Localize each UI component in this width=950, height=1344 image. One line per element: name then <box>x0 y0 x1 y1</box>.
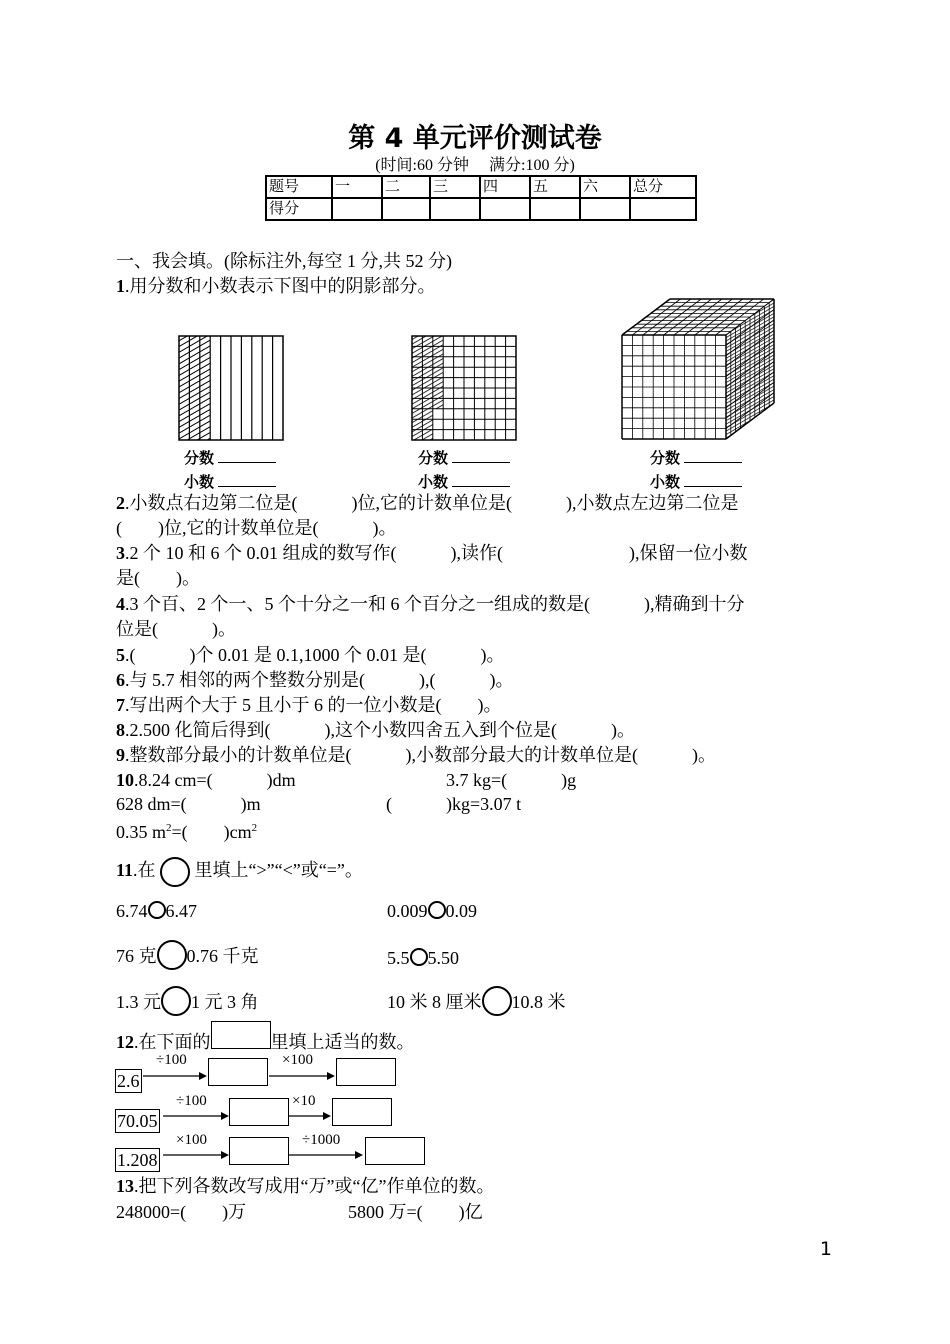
chain-operator: ÷1000 <box>302 1132 341 1148</box>
question-text: .( )个 0.01 是 0.1,1000 个 0.01 是( )。 <box>125 645 505 665</box>
compare-right: 0.76 千克 <box>186 946 259 966</box>
caption-fraction-2 <box>418 447 510 468</box>
compare-row-2a <box>116 940 259 972</box>
compare-left: 76 克 <box>116 946 157 966</box>
answer-box[interactable] <box>229 1098 289 1126</box>
score-table <box>265 175 697 221</box>
compare-circle[interactable] <box>410 948 428 966</box>
compare-row-1a <box>116 899 197 923</box>
answer-blank[interactable] <box>218 472 276 487</box>
answer-blank[interactable] <box>452 472 510 487</box>
compare-left: 5.5 <box>387 948 410 968</box>
chain-start-value: 2.6 <box>117 1071 140 1091</box>
answer-blank[interactable] <box>452 448 510 463</box>
question-text: .2.500 化简后得到( ),这个小数四舍五入到个位是( )。 <box>125 720 635 740</box>
answer-box[interactable] <box>365 1137 425 1165</box>
question-number: 3 <box>116 543 125 563</box>
caption-decimal-3 <box>650 471 742 492</box>
question-1 <box>116 275 436 297</box>
question-10-c: 628 dm=( )m <box>116 794 261 814</box>
score-header-cell: 二 <box>382 176 430 198</box>
score-input-cell[interactable] <box>580 198 630 220</box>
score-input-cell[interactable] <box>430 198 480 220</box>
question-10-d: ( )kg=3.07 t <box>386 794 522 814</box>
question-text: .在下面的 <box>134 1032 211 1052</box>
question-number: 11 <box>116 860 134 880</box>
question-text: =( )cm <box>171 822 252 842</box>
score-table-score-row <box>266 198 696 220</box>
page-title: 第 4 单元评价测试卷 <box>348 123 602 154</box>
score-header-cell: 总分 <box>630 176 696 198</box>
question-number: 9 <box>116 745 125 765</box>
arrow-icon <box>327 1072 335 1080</box>
question-2-cont: ( )位,它的计数单位是( )。 <box>116 518 397 538</box>
compare-row-2b <box>387 946 459 970</box>
arrow-icon <box>221 1151 229 1159</box>
score-header-cell: 五 <box>530 176 580 198</box>
answer-box[interactable] <box>332 1098 392 1126</box>
question-13-a: 248000=( )万 <box>116 1202 247 1222</box>
answer-blank[interactable] <box>684 448 742 463</box>
compare-row-1b <box>387 899 477 923</box>
figure-cube <box>619 295 775 441</box>
compare-right: 6.47 <box>165 901 197 921</box>
question-text: .2 个 10 和 6 个 0.01 组成的数写作( ),读作( ),保留一位小数 <box>125 543 748 563</box>
question-text: .整数部分最小的计数单位是( ),小数部分最大的计数单位是( )。 <box>125 745 716 765</box>
question-text: 0.35 m <box>116 822 167 842</box>
chain-start-value: 70.05 <box>117 1111 158 1131</box>
compare-right: 0.09 <box>445 901 477 921</box>
shaded-region <box>179 336 210 440</box>
compare-left: 1.3 元 <box>116 992 161 1012</box>
question-3-cont: 是( )。 <box>116 568 200 588</box>
chain-start-value: 1.208 <box>117 1150 158 1170</box>
question-number: 7 <box>116 695 125 715</box>
question-number: 12 <box>116 1032 134 1052</box>
compare-right: 1 元 3 角 <box>191 992 259 1012</box>
caption-label: 小数 <box>184 473 215 491</box>
question-8 <box>116 719 635 741</box>
compare-circle[interactable] <box>157 940 187 970</box>
caption-label: 小数 <box>650 473 681 491</box>
question-4-cont: 位是( )。 <box>116 619 236 639</box>
chain-operator: ÷100 <box>176 1093 207 1109</box>
caption-fraction-1 <box>184 447 276 468</box>
score-input-cell[interactable] <box>480 198 530 220</box>
answer-blank[interactable] <box>218 448 276 463</box>
score-input-cell[interactable] <box>332 198 382 220</box>
compare-row-3a <box>116 986 259 1018</box>
compare-row-3b <box>387 986 566 1018</box>
question-text: .小数点右边第二位是( )位,它的计数单位是( ),小数点左边第二位是 <box>125 493 739 513</box>
question-10-e <box>116 817 257 843</box>
question-7 <box>116 694 502 716</box>
score-table-header-row <box>266 176 696 198</box>
compare-circle[interactable] <box>161 986 191 1016</box>
score-header-cell: 六 <box>580 176 630 198</box>
answer-box[interactable] <box>208 1058 268 1086</box>
score-input-cell[interactable] <box>630 198 696 220</box>
answer-box[interactable] <box>229 1137 289 1165</box>
question-text: .用分数和小数表示下图中的阴影部分。 <box>125 276 436 296</box>
score-header-cell: 四 <box>480 176 530 198</box>
caption-label: 分数 <box>650 449 681 467</box>
answer-box[interactable] <box>336 1058 396 1086</box>
box-icon <box>211 1021 271 1049</box>
compare-left: 6.74 <box>116 901 148 921</box>
score-input-cell[interactable] <box>530 198 580 220</box>
caption-fraction-3 <box>650 447 742 468</box>
question-number: 2 <box>116 493 125 513</box>
figure-strips <box>178 335 284 441</box>
page-subtitle: (时间:60 分钟 满分:100 分) <box>375 157 575 174</box>
question-number: 13 <box>116 1176 134 1196</box>
question-10-b: 3.7 kg=( )g <box>446 770 577 790</box>
score-header-cell: 三 <box>430 176 480 198</box>
caption-decimal-1 <box>184 471 276 492</box>
question-4 <box>116 593 745 615</box>
circle-icon <box>160 857 190 887</box>
score-input-cell[interactable] <box>382 198 430 220</box>
superscript: 2 <box>166 822 172 834</box>
question-text: 里填上“>”“<”或“=”。 <box>194 860 363 880</box>
arrow-icon <box>355 1151 363 1159</box>
figure-grid <box>411 335 517 441</box>
arrow-icon <box>221 1112 229 1120</box>
score-header-cell: 一 <box>332 176 382 198</box>
section-heading: 一、我会填。(除标注外,每空 1 分,共 52 分) <box>116 251 452 271</box>
question-9 <box>116 744 716 766</box>
arrow-icon <box>323 1112 331 1120</box>
question-text: .在 <box>133 860 156 880</box>
compare-left: 0.009 <box>387 901 428 921</box>
question-number: 8 <box>116 720 125 740</box>
chain-operator: ×10 <box>292 1093 316 1109</box>
superscript: 2 <box>251 822 258 834</box>
score-row-label: 得分 <box>266 198 332 220</box>
question-13 <box>116 1175 494 1197</box>
compare-left: 10 米 8 厘米 <box>387 992 482 1012</box>
question-number: 6 <box>116 670 125 690</box>
question-text: .3 个百、2 个一、5 个十分之一和 6 个百分之一组成的数是( ),精确到十分 <box>125 594 745 614</box>
compare-right: 10.8 米 <box>511 992 566 1012</box>
chain-operator: ÷100 <box>156 1052 187 1068</box>
score-header-cell: 题号 <box>266 176 332 198</box>
arrow-icon <box>199 1072 207 1080</box>
compare-circle[interactable] <box>428 901 446 919</box>
caption-label: 分数 <box>418 449 449 467</box>
question-3 <box>116 542 747 564</box>
question-6 <box>116 669 513 691</box>
compare-circle[interactable] <box>148 901 166 919</box>
question-number: 5 <box>116 645 125 665</box>
question-number: 10 <box>116 770 134 790</box>
caption-label: 分数 <box>184 449 215 467</box>
chain-operator: ×100 <box>176 1132 207 1148</box>
question-10-a <box>116 769 296 791</box>
question-text: .把下列各数改写成用“万”或“亿”作单位的数。 <box>134 1176 495 1196</box>
compare-right: 5.50 <box>427 948 459 968</box>
page-number: 1 <box>819 1238 832 1260</box>
answer-blank[interactable] <box>684 472 742 487</box>
question-text: .与 5.7 相邻的两个整数分别是( ),( )。 <box>125 670 514 690</box>
question-text: 里填上适当的数。 <box>270 1032 415 1052</box>
question-11 <box>116 856 363 887</box>
compare-circle[interactable] <box>482 986 512 1016</box>
caption-label: 小数 <box>418 473 449 491</box>
question-number: 1 <box>116 276 125 296</box>
question-number: 4 <box>116 594 125 614</box>
question-text: .写出两个大于 5 且小于 6 的一位小数是( )。 <box>125 695 502 715</box>
question-5 <box>116 644 504 666</box>
chain-operator: ×100 <box>282 1052 313 1068</box>
question-13-b: 5800 万=( )亿 <box>348 1202 483 1222</box>
question-2 <box>116 492 738 514</box>
caption-decimal-2 <box>418 471 510 492</box>
question-text: .8.24 cm=( )dm <box>134 770 296 790</box>
